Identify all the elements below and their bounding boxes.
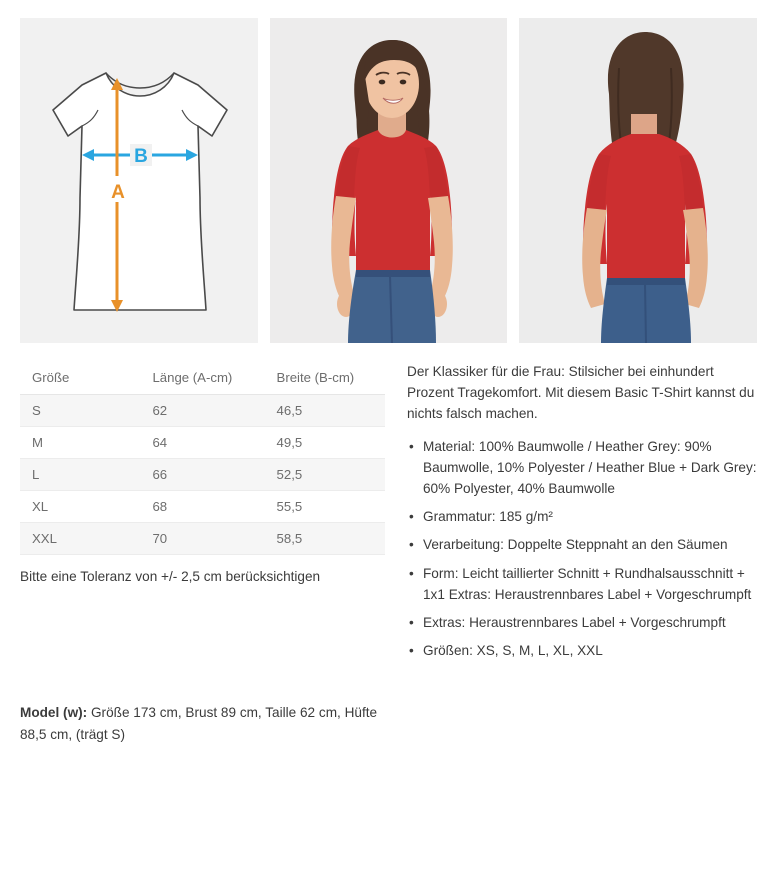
- model-back-photo: [519, 18, 757, 343]
- model-back-image: [519, 18, 757, 343]
- model-info-label: Model (w):: [20, 705, 88, 720]
- cell-length: 68: [140, 491, 264, 523]
- list-item: • Material: 100% Baumwolle / Heather Grey: 90% Baumwolle, 10% Polyester / Heather Blue + Dark Grey: 60% Polyester, 40% Baumwolle: [407, 436, 757, 499]
- label-a: A: [111, 182, 125, 203]
- cell-width: 46,5: [265, 395, 385, 427]
- cell-size: S: [20, 395, 140, 427]
- cell-width: 55,5: [265, 491, 385, 523]
- list-item: • Grammatur: 185 g/m²: [407, 506, 757, 527]
- table-row: [20, 427, 385, 459]
- table-row: [20, 491, 385, 523]
- cell-size: XXL: [20, 523, 140, 555]
- header-length: Länge (A-cm): [140, 361, 264, 395]
- model-front-image: [270, 18, 508, 343]
- cell-length: 62: [140, 395, 264, 427]
- header-width: Breite (B-cm): [265, 361, 385, 395]
- table-row: [20, 523, 385, 555]
- cell-size: L: [20, 459, 140, 491]
- size-table-body: [20, 395, 385, 555]
- size-table: [20, 361, 385, 555]
- header-size: Größe: [20, 361, 140, 395]
- cell-length: 66: [140, 459, 264, 491]
- list-item: • Größen: XS, S, M, L, XL, XXL: [407, 640, 757, 661]
- table-row: [20, 459, 385, 491]
- cell-size: M: [20, 427, 140, 459]
- model-info-text: Größe 173 cm, Brust 89 cm, Taille 62 cm, Hüfte 88,5 cm, (trägt S): [20, 705, 378, 742]
- cell-width: 49,5: [265, 427, 385, 459]
- product-description-column: [407, 361, 757, 746]
- measurement-diagram-card: [20, 18, 258, 343]
- size-chart-column: [20, 361, 385, 746]
- description-intro: Der Klassiker für die Frau: Stilsicher bei einhundert Prozent Tragekomfort. Mit diesem Basic T-Shirt kannst du nichts falsch machen.: [407, 364, 755, 422]
- feature-list: [407, 436, 757, 661]
- cell-width: 58,5: [265, 523, 385, 555]
- product-info-section: [20, 361, 757, 746]
- table-header-row: [20, 361, 385, 395]
- model-front-photo: [270, 18, 508, 343]
- list-item: • Form: Leicht taillierter Schnitt + Rundhalsausschnitt + 1x1 Extras: Heraustrennbares Label + Vorgeschrumpft: [407, 563, 757, 605]
- list-item: • Verarbeitung: Doppelte Steppnaht an den Säumen: [407, 534, 757, 555]
- cell-width: 52,5: [265, 459, 385, 491]
- tshirt-measurement-icon: [20, 18, 258, 343]
- table-row: [20, 395, 385, 427]
- list-item: • Extras: Heraustrennbares Label + Vorgeschrumpft: [407, 612, 757, 633]
- tolerance-note: Bitte eine Toleranz von +/- 2,5 cm berücksichtigen: [20, 569, 321, 584]
- cell-size: XL: [20, 491, 140, 523]
- cell-length: 70: [140, 523, 264, 555]
- cell-length: 64: [140, 427, 264, 459]
- size-table-head: [20, 361, 385, 395]
- model-info: [20, 702, 385, 746]
- product-image-gallery: [20, 18, 757, 343]
- label-b: B: [134, 146, 148, 167]
